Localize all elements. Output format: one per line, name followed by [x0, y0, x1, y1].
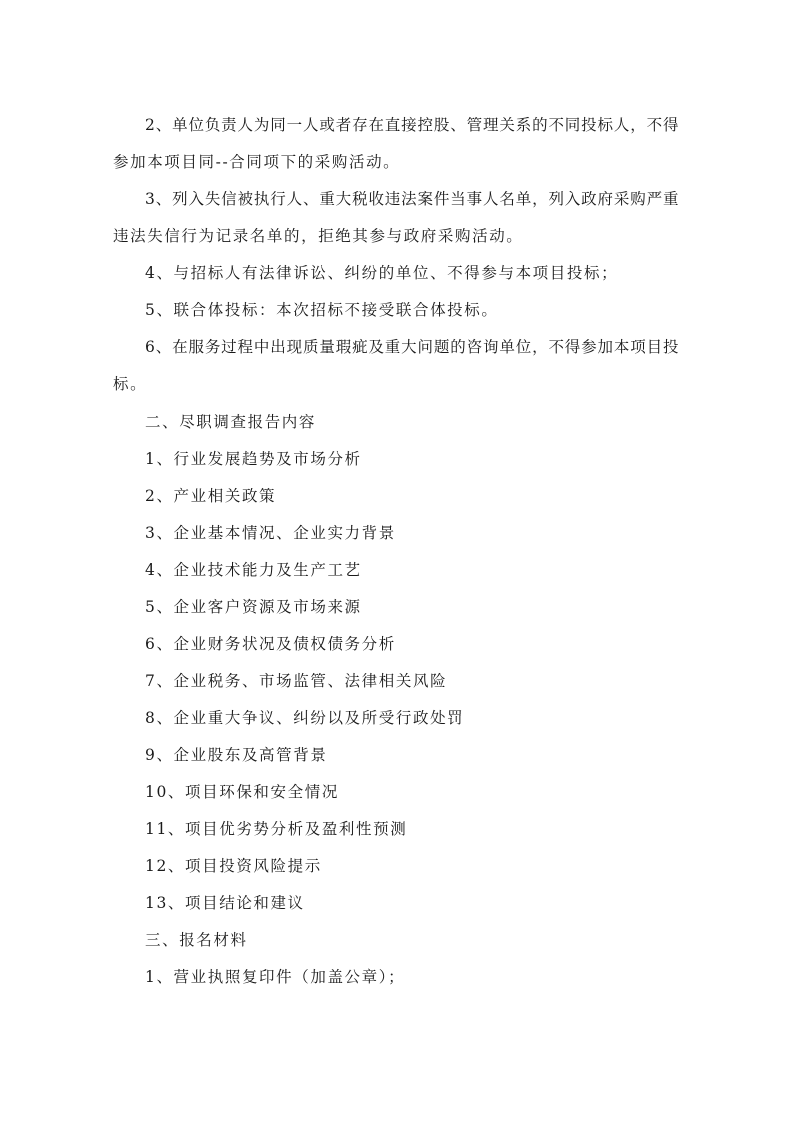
- report-item: 4、企业技术能力及生产工艺: [145, 561, 362, 579]
- report-item: 7、企业税务、市场监管、法律相关风险: [145, 672, 448, 690]
- qualification-item-5: 5、联合体投标：本次招标不接受联合体投标。: [145, 301, 499, 319]
- report-item: 2、产业相关政策: [145, 487, 277, 505]
- report-item: 6、企业财务状况及债权债务分析: [145, 635, 396, 653]
- report-item: 8、企业重大争议、纠纷以及所受行政处罚: [145, 709, 465, 727]
- report-item: 3、企业基本情况、企业实力背景: [145, 524, 396, 542]
- report-item: 10、项目环保和安全情况: [145, 783, 339, 801]
- report-item: 5、企业客户资源及市场来源: [145, 598, 362, 616]
- report-item: 12、项目投资风险提示: [145, 857, 322, 875]
- report-section-heading: 二、尽职调查报告内容: [145, 413, 317, 431]
- registration-item: 1、营业执照复印件（加盖公章）；: [145, 968, 406, 986]
- qualification-item-6-line-1: 6、在服务过程中出现质量瑕疵及重大问题的咨询单位，不得参加本项目投: [145, 338, 679, 356]
- qualification-item-3-line-1: 3、列入失信被执行人、重大税收违法案件当事人名单，列入政府采购严重: [145, 190, 679, 208]
- report-item: 1、行业发展趋势及市场分析: [145, 450, 362, 468]
- report-item: 9、企业股东及高管背景: [145, 746, 328, 764]
- report-item: 13、项目结论和建议: [145, 894, 305, 912]
- registration-section-heading: 三、报名材料: [145, 931, 248, 949]
- report-item: 11、项目优劣势分析及盈利性预测: [145, 820, 408, 838]
- qualification-item-2-line-1: 2、单位负责人为同一人或者存在直接控股、管理关系的不同投标人，不得: [145, 116, 679, 134]
- qualification-item-3-line-2: 违法失信行为记录名单的，拒绝其参与政府采购活动。: [113, 227, 524, 245]
- qualification-item-4: 4、与招标人有法律诉讼、纠纷的单位、不得参与本项目投标；: [145, 264, 619, 282]
- qualification-item-2-line-2: 参加本项目同--合同项下的采购活动。: [113, 153, 401, 171]
- qualification-item-6-line-2: 标。: [113, 375, 148, 393]
